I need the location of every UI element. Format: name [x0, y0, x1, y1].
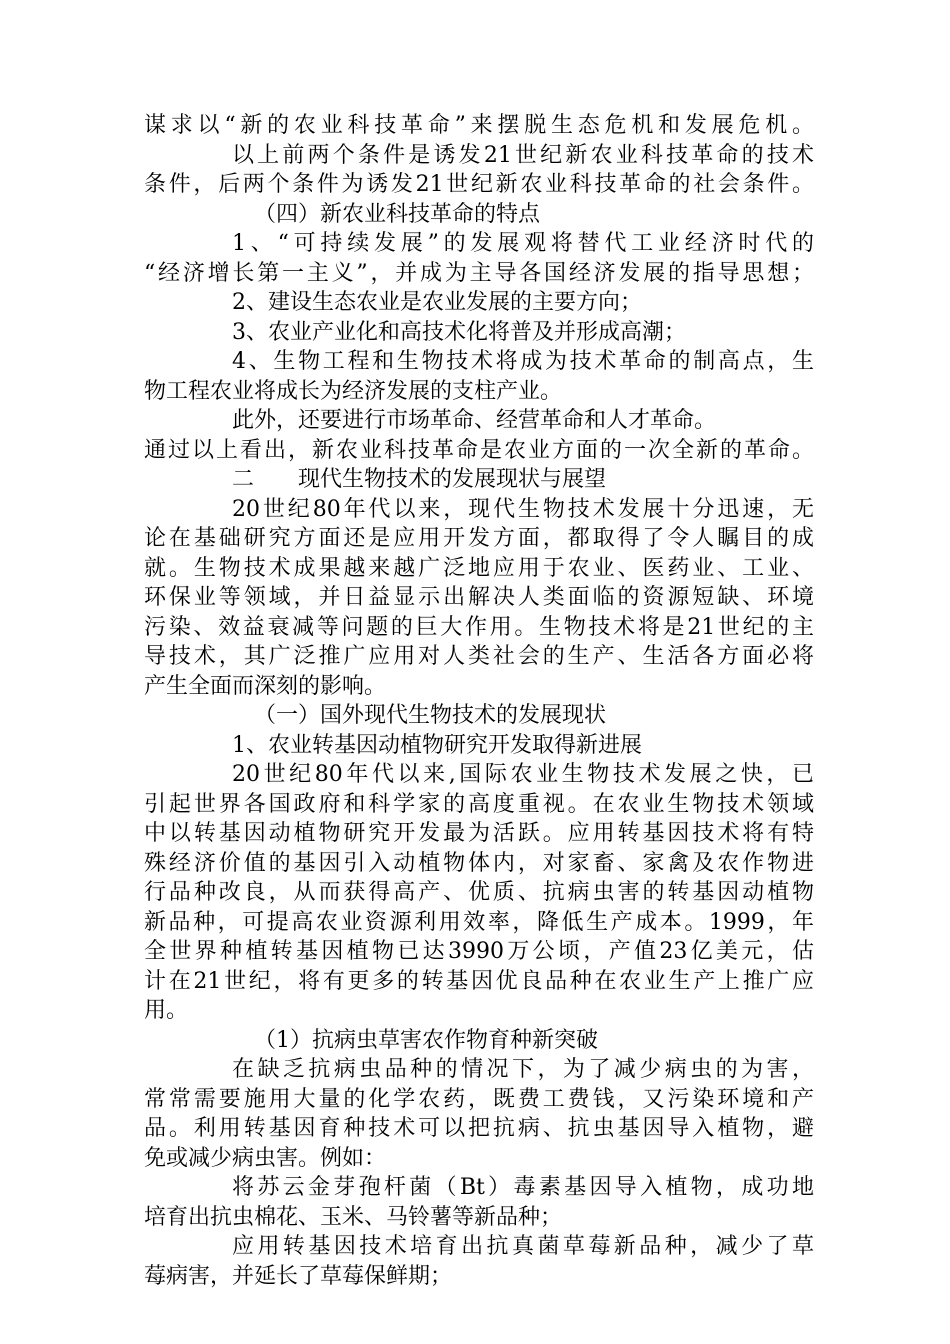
- subsection-heading: 1、农业转基因动植物研究开发取得新进展: [232, 732, 642, 758]
- text-line: 污染、效益衰减等问题的巨大作用。生物技术将是21世纪的主: [144, 614, 814, 640]
- document-body: [144, 111, 814, 1291]
- text-line: 在缺乏抗病虫品种的情况下，为了减少病虫的为害，: [232, 1057, 814, 1082]
- text-line: 20世纪80年代以来，现代生物技术发展十分迅速，无: [232, 496, 814, 522]
- text-line: 行品种改良，从而获得高产、优质、抗病虫害的转基因动植物: [144, 880, 814, 905]
- subsection-heading: （1）抗病虫草害农作物育种新突破: [254, 1027, 598, 1053]
- text-line: 产生全面而深刻的影响。: [144, 673, 387, 699]
- text-line: 中以转基因动植物研究开发最为活跃。应用转基因技术将有特: [144, 821, 814, 846]
- text-line: 计在21世纪，将有更多的转基因优良品种在农业生产上推广应: [144, 968, 814, 994]
- section-heading: （四）新农业科技革命的特点: [254, 201, 541, 227]
- text-line: 谋求以“新的农业科技革命”来摆脱生态危机和发展危机。: [144, 113, 814, 138]
- list-item: 3、农业产业化和高技术化将普及并形成高潮；: [232, 319, 686, 345]
- list-item: 4、生物工程和生物技术将成为技术革命的制高点，生: [232, 349, 814, 374]
- text-line: 免或减少病虫害。例如：: [144, 1145, 387, 1171]
- section-heading: （一）国外现代生物技术的发展现状: [254, 703, 607, 728]
- text-line: 导技术，其广泛推广应用对人类社会的生产、生活各方面必将: [144, 644, 814, 669]
- text-line: 殊经济价值的基因引入动植物体内，对家畜、家禽及农作物进: [144, 850, 814, 876]
- text-line: 品。利用转基因育种技术可以把抗病、抗虫基因导入植物，避: [144, 1116, 814, 1141]
- list-item: 1、“可持续发展”的发展观将替代工业经济时代的: [232, 231, 814, 256]
- text-line: 将苏云金芽孢杆菌（Bt）毒素基因导入植物，成功地: [232, 1175, 814, 1200]
- text-line: 引起世界各国政府和科学家的高度重视。在农业生物技术领域: [144, 791, 814, 817]
- text-line: “经济增长第一主义”，并成为主导各国经济发展的指导思想；: [144, 260, 814, 286]
- text-line: 此外，还要进行市场革命、经营革命和人才革命。: [232, 408, 717, 433]
- text-line: 条件，后两个条件为诱发21世纪新农业科技革命的社会条件。: [144, 172, 814, 197]
- text-line: 常常需要施用大量的化学农药，既费工费钱，又污染环境和产: [144, 1086, 814, 1112]
- text-line: 20世纪80年代以来,国际农业生物技术发展之快，已: [232, 762, 814, 787]
- text-line: 论在基础研究方面还是应用开发方面，都取得了令人瞩目的成: [144, 526, 814, 551]
- text-line: 应用转基因技术培育出抗真菌草莓新品种，减少了草: [232, 1234, 814, 1259]
- text-line: 培育出抗虫棉花、玉米、马铃薯等新品种；: [144, 1204, 563, 1230]
- text-line: 物工程农业将成长为经济发展的支柱产业。: [144, 378, 563, 404]
- text-line: 环保业等领域，并日益显示出解决人类面临的资源短缺、环境: [144, 585, 814, 610]
- text-line: 莓病害，并延长了草莓保鲜期；: [144, 1263, 453, 1289]
- text-line: 用。: [144, 998, 189, 1023]
- text-line: 就。生物技术成果越来越广泛地应用于农业、医药业、工业、: [144, 555, 814, 581]
- text-line: 以上前两个条件是诱发21世纪新农业科技革命的技术: [232, 142, 814, 168]
- section-heading: 二 现代生物技术的发展现状与展望: [232, 467, 607, 492]
- text-line: 新品种，可提高农业资源利用效率，降低生产成本。1999，年: [144, 909, 814, 935]
- text-line: 通过以上看出，新农业科技革命是农业方面的一次全新的革命。: [144, 437, 814, 463]
- text-line: 全世界种植转基因植物已达3990万公顷，产值23亿美元，估: [144, 939, 814, 964]
- list-item: 2、建设生态农业是农业发展的主要方向；: [232, 290, 642, 315]
